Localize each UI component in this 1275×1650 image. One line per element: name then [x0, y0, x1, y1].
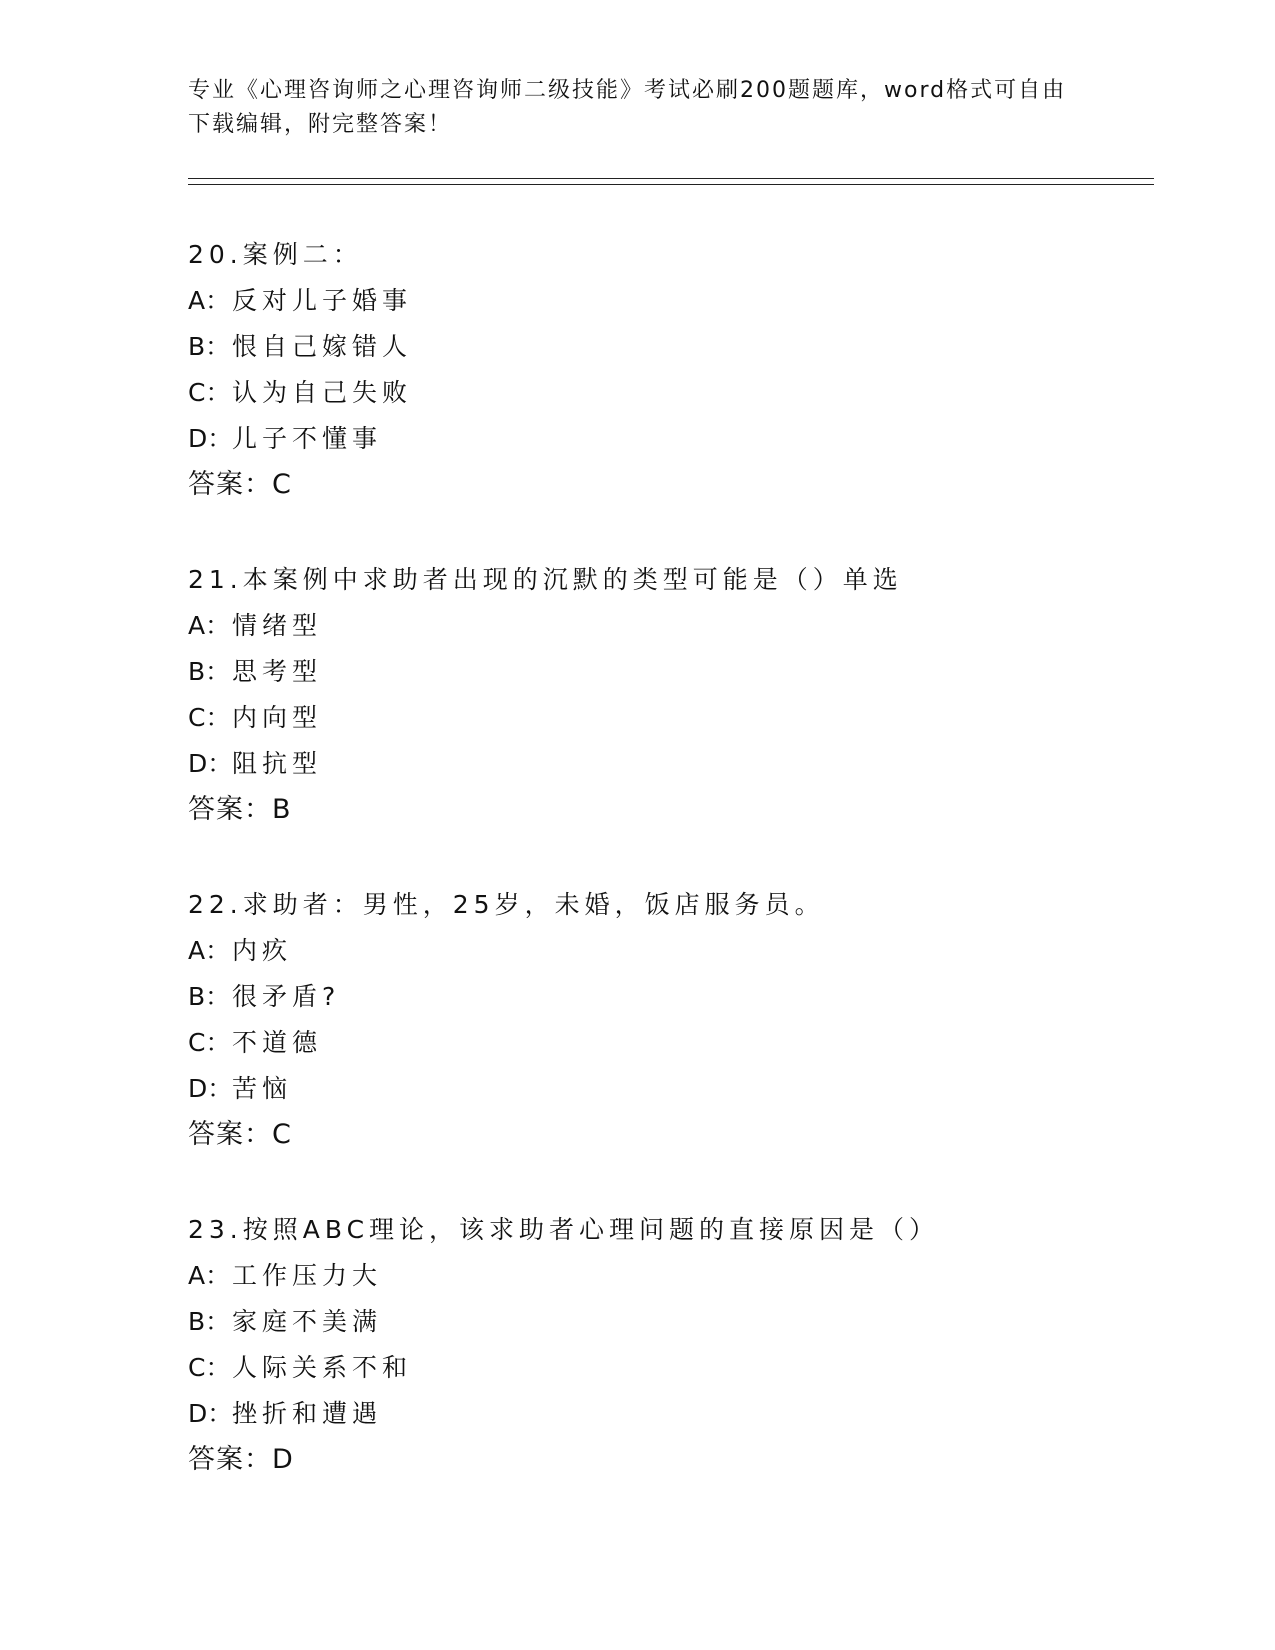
- option-key: B：: [188, 332, 231, 361]
- option-key: A：: [188, 936, 231, 965]
- option-d: [188, 741, 1154, 787]
- option-c: [188, 1020, 1154, 1066]
- option-b: [188, 974, 1154, 1020]
- option-c: [188, 695, 1154, 741]
- question-item: [188, 232, 1154, 508]
- option-text: 不道德: [232, 1028, 323, 1057]
- option-text: 内向型: [232, 703, 323, 732]
- option-a: [188, 1253, 1154, 1299]
- option-d: [188, 416, 1154, 462]
- question-stem: 23.按照ABC理论，该求助者心理问题的直接原因是（）: [188, 1215, 940, 1244]
- option-b: [188, 1299, 1154, 1345]
- option-text: 挫折和遭遇: [232, 1399, 383, 1428]
- option-key: D：: [188, 749, 233, 778]
- answer: 答案：C: [188, 469, 292, 500]
- option-text: 工作压力大: [232, 1261, 383, 1290]
- answer: 答案：C: [188, 1119, 292, 1150]
- option-c: [188, 1345, 1154, 1391]
- option-b: [188, 649, 1154, 695]
- option-text: 苦恼: [232, 1074, 293, 1103]
- question-stem: 22.求助者：男性，25岁，未婚，饭店服务员。: [188, 890, 825, 919]
- header-divider: [188, 178, 1154, 185]
- question-list: [188, 232, 1154, 1532]
- answer: 答案：B: [188, 794, 292, 825]
- option-key: A：: [188, 611, 231, 640]
- option-key: A：: [188, 1261, 231, 1290]
- option-text: 情绪型: [232, 611, 323, 640]
- option-text: 思考型: [232, 657, 323, 686]
- option-text: 反对儿子婚事: [232, 286, 413, 315]
- option-key: B：: [188, 657, 231, 686]
- option-key: C：: [188, 378, 231, 407]
- option-key: B：: [188, 982, 231, 1011]
- document-header: 专业《心理咨询师之心理咨询师二级技能》考试必刷200题题库，word格式可自由下载编辑，附完整答案！: [188, 78, 1067, 137]
- option-key: B：: [188, 1307, 231, 1336]
- option-key: D：: [188, 424, 233, 453]
- option-d: [188, 1066, 1154, 1112]
- option-text: 认为自己失败: [232, 378, 413, 407]
- option-text: 阻抗型: [232, 749, 323, 778]
- option-key: C：: [188, 1028, 231, 1057]
- answer: 答案：D: [188, 1444, 294, 1475]
- option-key: D：: [188, 1074, 233, 1103]
- question-item: [188, 882, 1154, 1158]
- option-text: 儿子不懂事: [232, 424, 383, 453]
- option-a: [188, 603, 1154, 649]
- option-key: D：: [188, 1399, 233, 1428]
- option-b: [188, 324, 1154, 370]
- option-text: 恨自己嫁错人: [232, 332, 413, 361]
- option-key: C：: [188, 1353, 231, 1382]
- question-item: [188, 557, 1154, 833]
- option-c: [188, 370, 1154, 416]
- option-text: 人际关系不和: [232, 1353, 413, 1382]
- option-text: 内疚: [232, 936, 293, 965]
- option-a: [188, 278, 1154, 324]
- option-d: [188, 1391, 1154, 1437]
- option-a: [188, 928, 1154, 974]
- question-stem: 20.案例二：: [188, 240, 363, 269]
- option-text: 很矛盾?: [232, 982, 341, 1011]
- question-stem: 21.本案例中求助者出现的沉默的类型可能是（）单选: [188, 565, 903, 594]
- option-text: 家庭不美满: [232, 1307, 383, 1336]
- option-key: A：: [188, 286, 231, 315]
- question-item: [188, 1207, 1154, 1483]
- option-key: C：: [188, 703, 231, 732]
